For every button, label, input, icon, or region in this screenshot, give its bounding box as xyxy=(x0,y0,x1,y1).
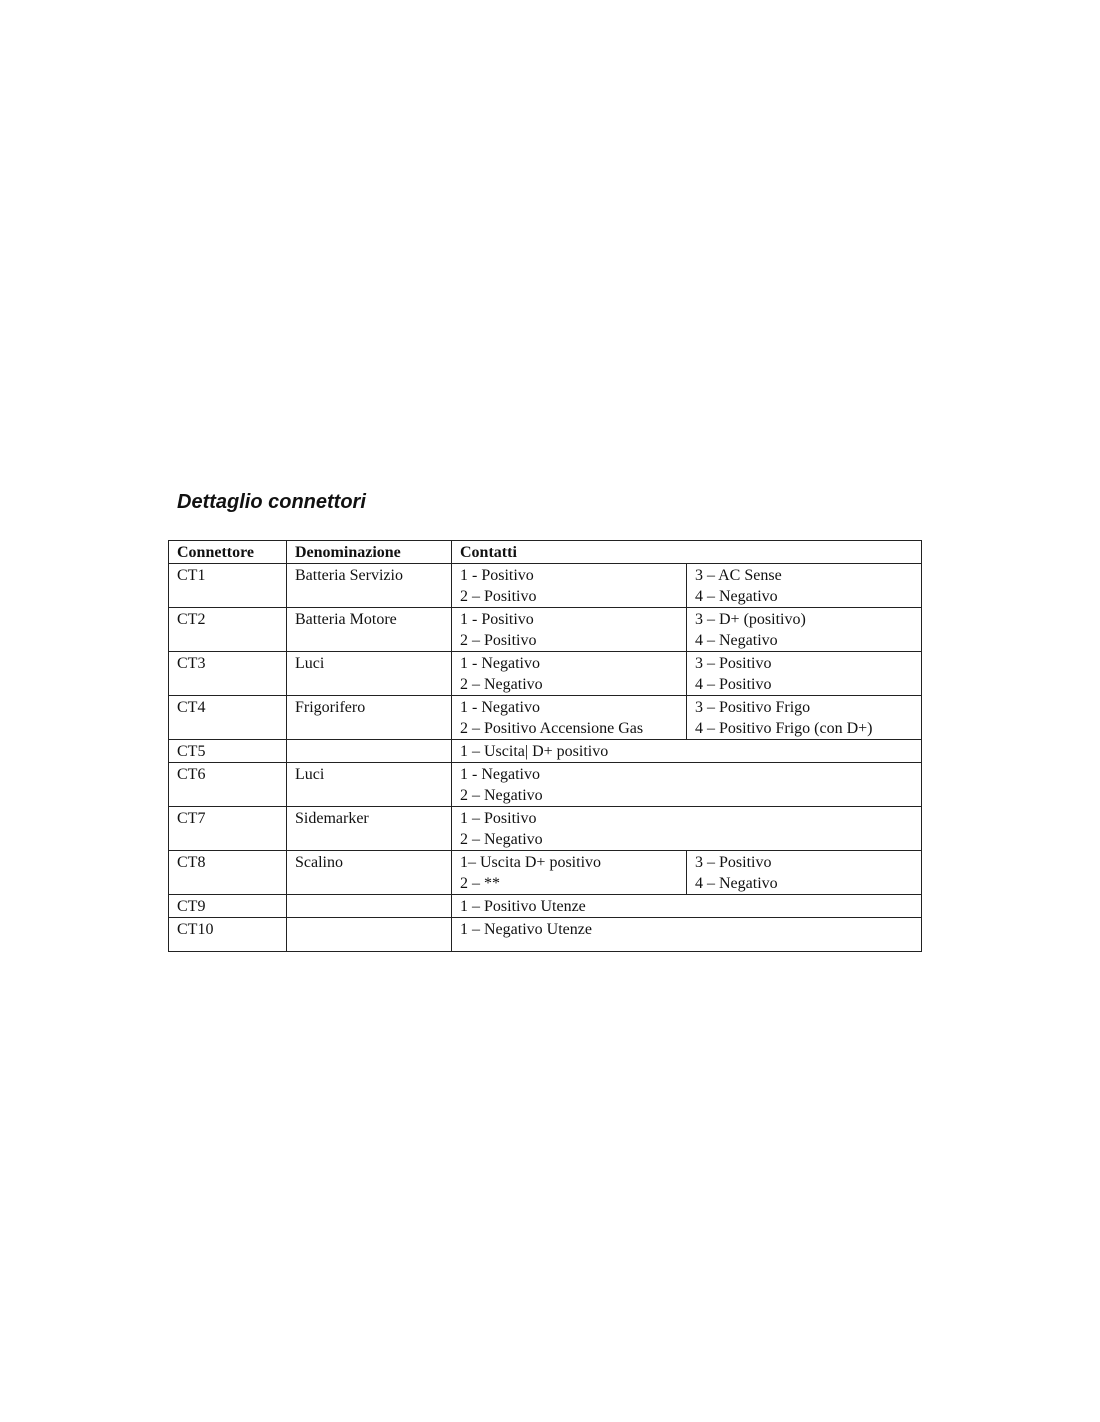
contact-line: 2 – Negativo xyxy=(460,676,543,693)
cell-denominazione xyxy=(287,895,452,918)
table-row xyxy=(169,851,922,895)
cell-connettore: CT7 xyxy=(169,807,287,851)
contact-line: 1 – Positivo xyxy=(460,810,537,827)
table-row xyxy=(169,807,922,851)
cell-contatti-a xyxy=(452,696,687,740)
cell-denominazione: Batteria Servizio xyxy=(287,564,452,608)
contact-line: 3 – Positivo xyxy=(695,655,772,672)
cell-denominazione: Luci xyxy=(287,763,452,807)
contact-line: 1 – Positivo Utenze xyxy=(460,898,586,915)
contact-line: 1– Uscita D+ positivo xyxy=(460,854,602,871)
cell-contatti-b xyxy=(687,564,922,608)
cell-connettore: CT8 xyxy=(169,851,287,895)
cell-contatti-a xyxy=(452,608,687,652)
contact-line: 2 – ** xyxy=(460,875,500,892)
contact-line: 4 – Negativo xyxy=(695,632,778,649)
contact-line: 2 – Positivo xyxy=(460,588,537,605)
table-row xyxy=(169,895,922,918)
cell-contatti-b xyxy=(687,696,922,740)
cell-denominazione: Scalino xyxy=(287,851,452,895)
contact-line: 1 - Negativo xyxy=(460,766,540,783)
cell-denominazione xyxy=(287,740,452,763)
section-heading: Dettaglio connettori xyxy=(177,491,366,513)
cell-connettore: CT2 xyxy=(169,608,287,652)
contact-line: 3 – AC Sense xyxy=(695,567,782,584)
contact-line: 1 - Negativo xyxy=(460,655,540,672)
cell-connettore: CT10 xyxy=(169,918,287,952)
contact-line: 1 - Negativo xyxy=(460,699,540,716)
cell-contatti-a xyxy=(452,851,687,895)
cell-connettore: CT4 xyxy=(169,696,287,740)
contact-line: 1 – Uscita| D+ positivo xyxy=(460,743,609,760)
cell-contatti-a xyxy=(452,652,687,696)
header-contatti: Contatti xyxy=(452,541,922,564)
contact-line: 4 – Positivo Frigo (con D+) xyxy=(695,720,873,737)
cell-contatti-b xyxy=(687,851,922,895)
cell-contatti xyxy=(452,895,922,918)
cell-contatti-a xyxy=(452,564,687,608)
table-row xyxy=(169,763,922,807)
header-denominazione: Denominazione xyxy=(287,541,452,564)
contact-line: 1 – Negativo Utenze xyxy=(460,921,592,938)
cell-contatti-b xyxy=(687,652,922,696)
cell-denominazione: Frigorifero xyxy=(287,696,452,740)
cell-denominazione: Batteria Motore xyxy=(287,608,452,652)
cell-connettore: CT6 xyxy=(169,763,287,807)
contact-line: 4 – Negativo xyxy=(695,875,778,892)
cell-denominazione: Luci xyxy=(287,652,452,696)
contact-line: 3 – Positivo xyxy=(695,854,772,871)
cell-contatti xyxy=(452,918,922,952)
cell-denominazione: Sidemarker xyxy=(287,807,452,851)
table-row xyxy=(169,652,922,696)
contact-line: 1 - Positivo xyxy=(460,611,534,628)
contact-line: 2 – Positivo xyxy=(460,632,537,649)
cell-connettore: CT5 xyxy=(169,740,287,763)
cell-contatti xyxy=(452,807,922,851)
contact-line: 2 – Negativo xyxy=(460,831,543,848)
header-connettore: Connettore xyxy=(169,541,287,564)
table-row xyxy=(169,696,922,740)
contact-line: 3 – D+ (positivo) xyxy=(695,611,806,628)
table-row xyxy=(169,564,922,608)
cell-denominazione xyxy=(287,918,452,952)
contact-line: 4 – Positivo xyxy=(695,676,772,693)
table-header-row xyxy=(169,541,922,564)
contact-line: 2 – Positivo Accensione Gas xyxy=(460,720,644,737)
cell-connettore: CT3 xyxy=(169,652,287,696)
cell-contatti xyxy=(452,740,922,763)
table-row xyxy=(169,740,922,763)
cell-connettore: CT1 xyxy=(169,564,287,608)
cell-contatti-b xyxy=(687,608,922,652)
table-row xyxy=(169,608,922,652)
contact-line: 4 – Negativo xyxy=(695,588,778,605)
cell-connettore: CT9 xyxy=(169,895,287,918)
contact-line: 1 - Positivo xyxy=(460,567,534,584)
contact-line: 3 – Positivo Frigo xyxy=(695,699,811,716)
contact-line: 2 – Negativo xyxy=(460,787,543,804)
table-row xyxy=(169,918,922,952)
cell-contatti xyxy=(452,763,922,807)
connectors-table xyxy=(168,540,922,952)
